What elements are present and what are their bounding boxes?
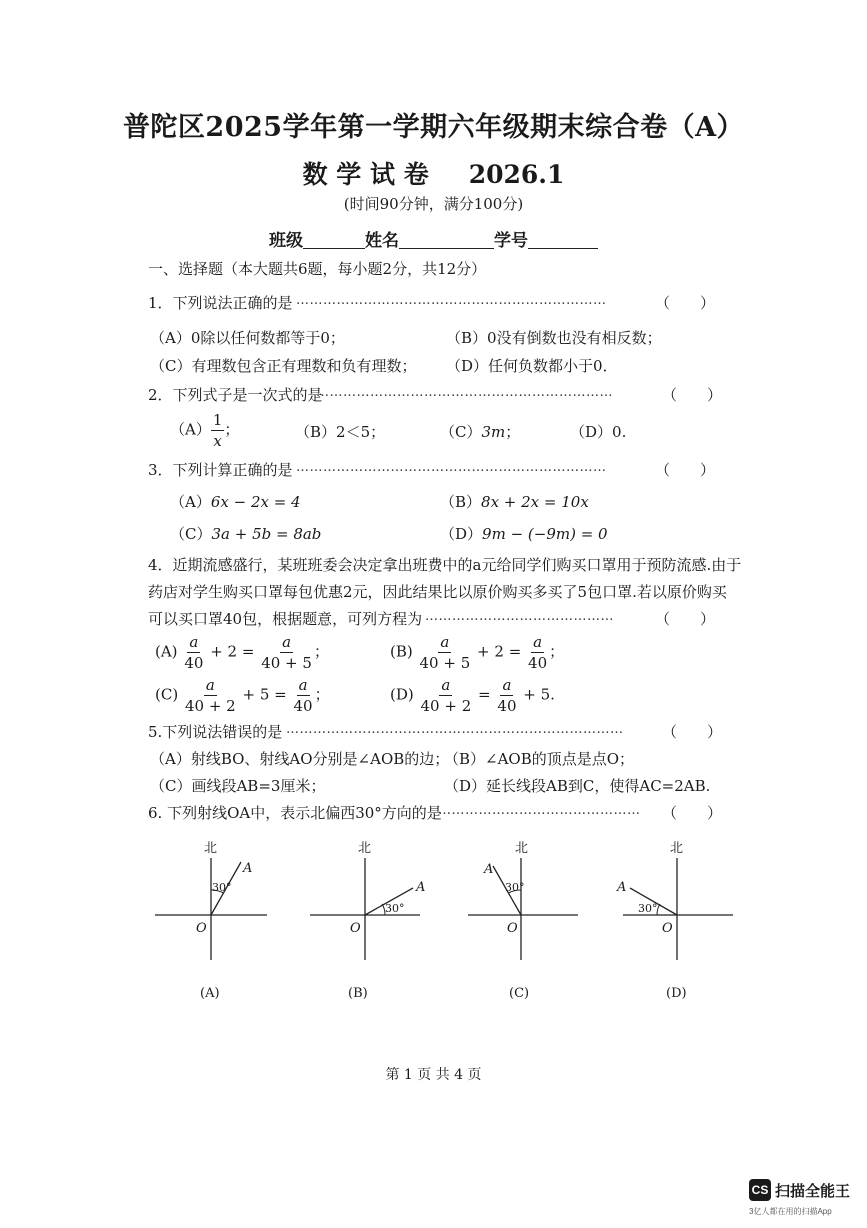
exam-date: 2026.1 (468, 160, 565, 189)
angle-label: 30° (505, 881, 525, 894)
q4-b-num2: a (533, 633, 543, 651)
q4-b-mid: + 2 = (477, 642, 522, 661)
q2-option-d: （D）0. (570, 423, 627, 441)
q3-dots: …………………………………………………………… (296, 460, 607, 475)
q1-answer-paren[interactable]: （ ） (655, 294, 716, 312)
camscanner-name: 扫描全能王 (775, 1183, 851, 1200)
q2-a-num: 1 (212, 411, 223, 429)
q5-option-c: （C）画线段AB=3厘米； (150, 777, 326, 795)
q1-option-d: （D）任何负数都小于0． (446, 357, 618, 375)
diagram-d-label: (D) (666, 986, 687, 1001)
q4-line-2: 药店对学生购买口罩每包优惠2元，因此结果比以原价购买多买了5包口罩.若以原价购买 (148, 583, 727, 601)
q3-answer-paren[interactable]: （ ） (655, 461, 716, 479)
q4-answer-paren[interactable]: （ ） (655, 610, 716, 628)
north-label: 北 (515, 841, 529, 856)
q4-b-den2: 40 (528, 654, 548, 672)
q3-b-label: （B） (440, 493, 482, 511)
q4-a-label: (A) (155, 642, 178, 661)
q4-a-den2: 40 + 5 (261, 654, 312, 672)
camscanner-tagline: 3亿人都在用的扫描App (749, 1207, 832, 1216)
q2-a-tail: ； (224, 420, 240, 439)
q4-c-num1: a (205, 676, 215, 694)
q4-d-tail: + 5. (523, 685, 555, 704)
origin-label: O (196, 921, 207, 936)
angle-label: 30° (638, 902, 658, 915)
q3-b-expr: 8x + 2x = 10x (481, 493, 589, 511)
q3-c-expr: 3a + 5b = 8ab (211, 525, 322, 543)
q4-b-num1: a (440, 633, 450, 651)
q4-b-tail: ； (549, 642, 565, 661)
time-note: (时间90分钟，满分100分) (343, 195, 524, 213)
subject-title: 数 学 试 卷 (302, 160, 429, 189)
q2-dots: ………………………………………………………… (316, 385, 613, 400)
q5-option-d: （D）延长线段AB到C，使得AC=2AB. (444, 777, 711, 795)
point-label: A (416, 880, 426, 895)
angle-label: 30° (385, 902, 405, 915)
q2-c-tail: ； (505, 423, 521, 441)
q3-d-expr: 9m − (−9m) = 0 (482, 525, 608, 543)
page-number: 第 1 页 共 4 页 (385, 1067, 482, 1083)
q4-c-tail: ； (314, 685, 330, 704)
q2-a-label: （A） (170, 420, 211, 439)
q4-line-3: 可以买口罩40包，根据题意，可列方程为 (148, 610, 423, 628)
q4-a-tail: ； (313, 642, 329, 661)
q4-d-num1: a (441, 676, 451, 694)
q2-a-den: x (213, 432, 222, 450)
q4-line-1: 4．近期流感盛行，某班班委会决定拿出班费中的a元给同学们购买口罩用于预防流感.由于 (148, 556, 742, 574)
north-label: 北 (204, 841, 218, 856)
q4-d-den1: 40 + 2 (420, 697, 472, 715)
q5-option-b: （B）∠AOB的顶点是点O； (444, 750, 635, 768)
diagram-a-label: (A) (200, 986, 220, 1001)
q4-d-label: (D) (390, 685, 414, 704)
diagram-d (616, 841, 733, 1001)
q4-b-den1: 40 + 5 (419, 654, 471, 672)
point-label: A (617, 880, 627, 895)
diagram-b-label: (B) (348, 986, 368, 1001)
q3-stem: 3．下列计算正确的是 (148, 461, 293, 479)
q4-dots: …………………………………… (425, 609, 614, 624)
north-label: 北 (670, 841, 684, 856)
q1-option-b: （B）0没有倒数也没有相反数； (446, 329, 662, 347)
diagram-a (155, 841, 267, 1001)
origin-label: O (350, 921, 361, 936)
diagram-b (310, 841, 425, 1001)
q4-d-num2: a (502, 676, 512, 694)
q4-b-label: (B) (390, 642, 413, 661)
q4-c-mid: + 5 = (242, 685, 287, 704)
q5-answer-paren[interactable]: （ ） (662, 723, 723, 741)
id-label: 学号 (494, 231, 528, 251)
q1-stem: 1．下列说法正确的是 (148, 294, 293, 312)
q4-c-den2: 40 (293, 697, 313, 715)
exam-title: 普陀区2025学年第一学期六年级期末综合卷（A） (122, 112, 745, 143)
angle-label: 30° (212, 881, 232, 894)
diagram-c (468, 841, 578, 1001)
class-label: 班级 (269, 231, 303, 251)
q4-a-den1: 40 (184, 654, 204, 672)
q4-d-den2: 40 (497, 697, 517, 715)
q2-c-expr: 3m (481, 423, 506, 441)
origin-label: O (507, 921, 518, 936)
q2-stem: 2．下列式子是一次式的是 (148, 386, 323, 404)
q5-option-a: （A）射线BO、射线AO分别是∠AOB的边； (150, 750, 450, 768)
north-label: 北 (358, 841, 372, 856)
q3-a-expr: 6x − 2x = 4 (210, 493, 301, 511)
q5-stem: 5.下列说法错误的是 (148, 723, 283, 741)
name-label: 姓名 (365, 231, 399, 251)
section-title: 一、选择题（本大题共6题，每小题2分，共12分） (148, 260, 487, 278)
point-label: A (484, 862, 494, 877)
q4-c-den1: 40 + 2 (184, 697, 236, 715)
q4-d-mid: = (478, 685, 491, 704)
camscanner-logo-icon: CS (749, 1179, 771, 1201)
point-label: A (243, 861, 253, 876)
q1-option-c: （C）有理数包含正有理数和负有理数； (150, 357, 417, 375)
q3-d-label: （D） (440, 525, 483, 543)
q4-c-label: (C) (155, 685, 179, 704)
q1-dots: …………………………………………………………… (296, 293, 607, 308)
q4-a-num2: a (282, 633, 292, 651)
q5-dots: ………………………………………………………………… (286, 722, 624, 737)
q4-a-mid: + 2 = (210, 642, 255, 661)
q2-c-label: （C） (440, 423, 482, 441)
origin-label: O (662, 921, 673, 936)
q4-a-num1: a (189, 633, 199, 651)
q6-dots: ……………………………………… (438, 803, 641, 818)
q2-answer-paren[interactable]: （ ） (662, 386, 723, 404)
q2-option-b: （B）2＜5； (295, 423, 386, 441)
q3-a-label: （A） (170, 493, 211, 511)
q3-c-label: （C） (170, 525, 212, 543)
q4-c-num2: a (298, 676, 308, 694)
q6-stem: 6. 下列射线OA中，表示北偏西30°方向的是 (148, 804, 442, 822)
q6-answer-paren[interactable]: （ ） (662, 804, 723, 822)
diagram-c-label: (C) (509, 986, 530, 1001)
q1-option-a: （A）0除以任何数都等于0； (150, 329, 345, 347)
